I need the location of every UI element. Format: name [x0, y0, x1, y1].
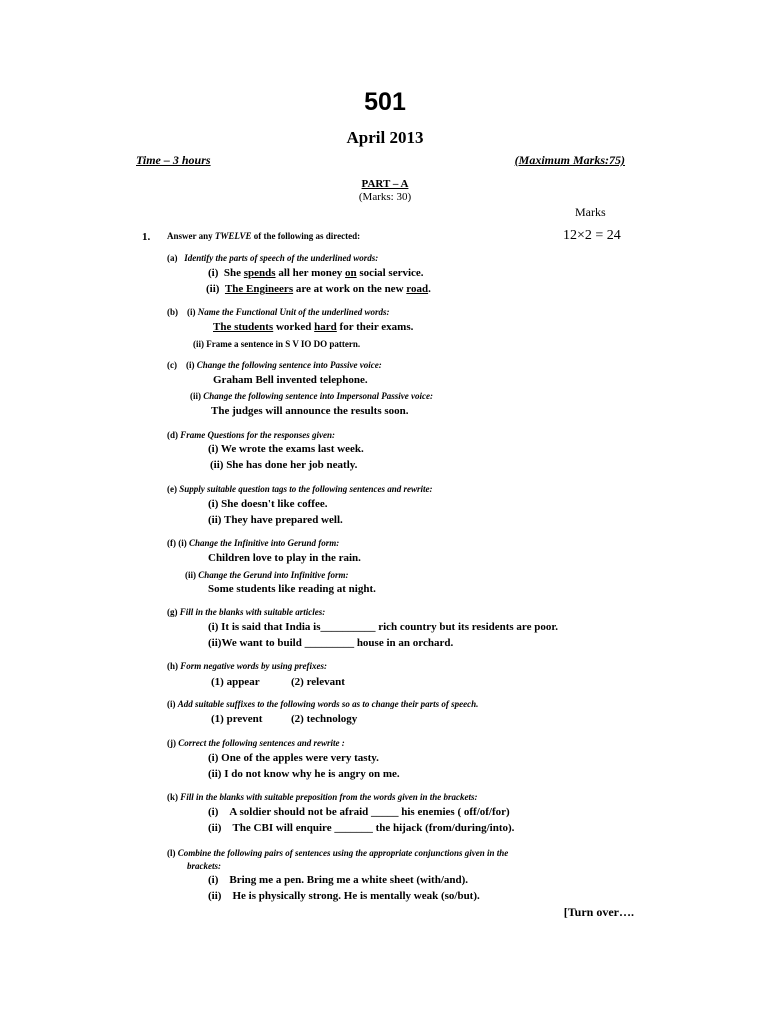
subq-f-heading [167, 538, 339, 548]
subq-heading-text: Change the Gerund into Infinitive form: [198, 570, 349, 580]
subq-k-item-2 [208, 822, 514, 834]
subq-h-heading [167, 661, 327, 671]
subq-label: (b) [167, 307, 178, 317]
question-marks: 12×2 = 24 [563, 228, 621, 243]
item-text: She [223, 267, 244, 279]
instruction-emphasis: TWELVE [214, 231, 252, 241]
subq-l-item-2 [208, 890, 480, 902]
subq-heading-text: Change the Infinitive into Gerund form: [189, 538, 340, 548]
subq-a-item-2 [206, 283, 431, 295]
exam-date: April 2013 [346, 128, 424, 147]
subq-label: (g) [167, 607, 180, 617]
underlined-word: hard [314, 321, 337, 333]
subq-i-heading [167, 699, 478, 709]
item-number: (ii) [208, 890, 222, 902]
question-instruction [167, 231, 360, 241]
subq-e-item-1: (i) She doesn't like coffee. [208, 498, 328, 510]
subq-label: (l) [167, 848, 178, 858]
subq-heading-text: Fill in the blanks with suitable preposition from the words given in the brackets: [180, 792, 478, 802]
item-text: for their exams. [336, 321, 414, 333]
subq-label: (h) [167, 661, 181, 671]
subq-h-item-2: (2) relevant [291, 676, 345, 688]
subq-l-heading [167, 848, 508, 858]
item-text: He is physically strong. He is mentally weak (so/but). [232, 890, 480, 902]
subq-label: (j) [167, 738, 179, 748]
subq-c-item-2: The judges will announce the results soon. [211, 405, 409, 417]
subq-label: (e) [167, 484, 180, 494]
item-number: (i) [208, 267, 219, 279]
subq-c-heading-2 [190, 391, 433, 401]
item-text: A soldier should not be afraid _____ his enemies ( off/of/for) [229, 806, 510, 818]
subq-d-heading [167, 430, 335, 440]
subq-sublabel: (i) [186, 360, 197, 370]
subq-a-heading [167, 253, 378, 263]
subq-heading-text: Identify the parts of speech of the underlined words: [184, 253, 379, 263]
turn-over-note: [Turn over…. [563, 905, 634, 919]
item-text: . [428, 283, 431, 295]
subq-label: (c) [167, 360, 177, 370]
underlined-word: spends [243, 267, 276, 279]
subq-b-item-1 [213, 321, 413, 333]
subq-j-heading [167, 738, 345, 748]
marks-heading: Marks [575, 205, 606, 219]
instruction-text: of the following as directed: [251, 231, 361, 241]
subq-h-item-1: (1) appear [211, 676, 260, 688]
subq-f-item-2: Some students like reading at night. [208, 583, 376, 595]
subq-b-heading [167, 307, 390, 317]
subq-sublabel: (ii) [185, 570, 199, 580]
exam-duration: Time – 3 hours [136, 153, 211, 167]
subq-j-item-2: (ii) I do not know why he is angry on me. [208, 768, 400, 780]
subq-l-item-1 [208, 874, 468, 886]
item-text: worked [273, 321, 315, 333]
subq-b-item-2: (ii) Frame a sentence in S V IO DO pattern. [193, 339, 361, 349]
subq-heading-text: Form negative words by using prefixes: [180, 661, 328, 671]
subq-j-item-1: (i) One of the apples were very tasty. [208, 752, 379, 764]
subq-l-heading-cont: brackets: [187, 861, 221, 871]
question-number: 1. [142, 231, 151, 243]
subq-sublabel: (ii) [190, 391, 204, 401]
subq-g-item-2: (ii)We want to build _________ house in an orchard. [208, 637, 454, 649]
instruction-text: Answer any [167, 231, 215, 241]
subq-f-item-1: Children love to play in the rain. [208, 552, 361, 564]
underlined-word: on [345, 267, 357, 279]
item-number: (ii) [206, 283, 220, 295]
subq-i-item-1: (1) prevent [211, 713, 263, 725]
item-text: all her money [275, 267, 346, 279]
subq-heading-text: Frame Questions for the responses given: [180, 430, 336, 440]
subq-heading-text: Combine the following pairs of sentences using the appropriate conjunctions given in the [177, 848, 509, 858]
subq-e-heading [167, 484, 433, 494]
subq-k-heading [167, 792, 478, 802]
subq-heading-text: Correct the following sentences and rewrite : [178, 738, 345, 748]
subq-label: (f) (i) [167, 538, 189, 548]
subq-label: (i) [167, 699, 178, 709]
subq-heading-text: Change the following sentence into Impersonal Passive voice: [203, 391, 433, 401]
subq-a-item-1 [208, 267, 424, 279]
item-number: (i) [208, 806, 219, 818]
part-marks: (Marks: 30) [358, 191, 412, 203]
subq-heading-text: Supply suitable question tags to the following sentences and rewrite: [179, 484, 433, 494]
maximum-marks: (Maximum Marks:75) [514, 153, 625, 167]
subq-c-item-1: Graham Bell invented telephone. [213, 374, 368, 386]
subq-e-item-2: (ii) They have prepared well. [208, 514, 343, 526]
paper-code: 501 [364, 88, 406, 116]
item-number: (i) [208, 874, 219, 886]
item-number: (ii) [208, 822, 222, 834]
subq-g-heading [167, 607, 325, 617]
item-text: Bring me a pen. Bring me a white sheet (with/and). [229, 874, 469, 886]
subq-heading-text: Change the following sentence into Passive voice: [196, 360, 382, 370]
item-text: are at work on the new [293, 283, 407, 295]
part-title: PART – A [361, 178, 409, 190]
subq-heading-text: Fill in the blanks with suitable articles: [179, 607, 326, 617]
subq-k-item-1 [208, 806, 510, 818]
subq-g-item-1: (i) It is said that India is__________ rich country but its residents are poor. [208, 621, 558, 633]
subq-heading-text: Add suitable suffixes to the following words so as to change their parts of speech. [177, 699, 479, 709]
underlined-word: The Engineers [224, 283, 294, 295]
subq-sublabel: (i) [187, 307, 198, 317]
subq-label: (d) [167, 430, 181, 440]
underlined-word: road [406, 283, 429, 295]
item-text: social service. [356, 267, 424, 279]
subq-f-heading-2 [185, 570, 349, 580]
underlined-word: The students [213, 321, 274, 333]
item-text: The CBI will enquire _______ the hijack (from/during/into). [232, 822, 515, 834]
subq-label: (k) [167, 792, 181, 802]
subq-heading-text: Name the Functional Unit of the underlined words: [197, 307, 390, 317]
subq-d-item-1: (i) We wrote the exams last week. [208, 443, 364, 455]
subq-c-heading [167, 360, 382, 370]
subq-i-item-2: (2) technology [291, 713, 358, 725]
subq-label: (a) [167, 253, 178, 263]
subq-d-item-2: (ii) She has done her job neatly. [210, 459, 358, 471]
